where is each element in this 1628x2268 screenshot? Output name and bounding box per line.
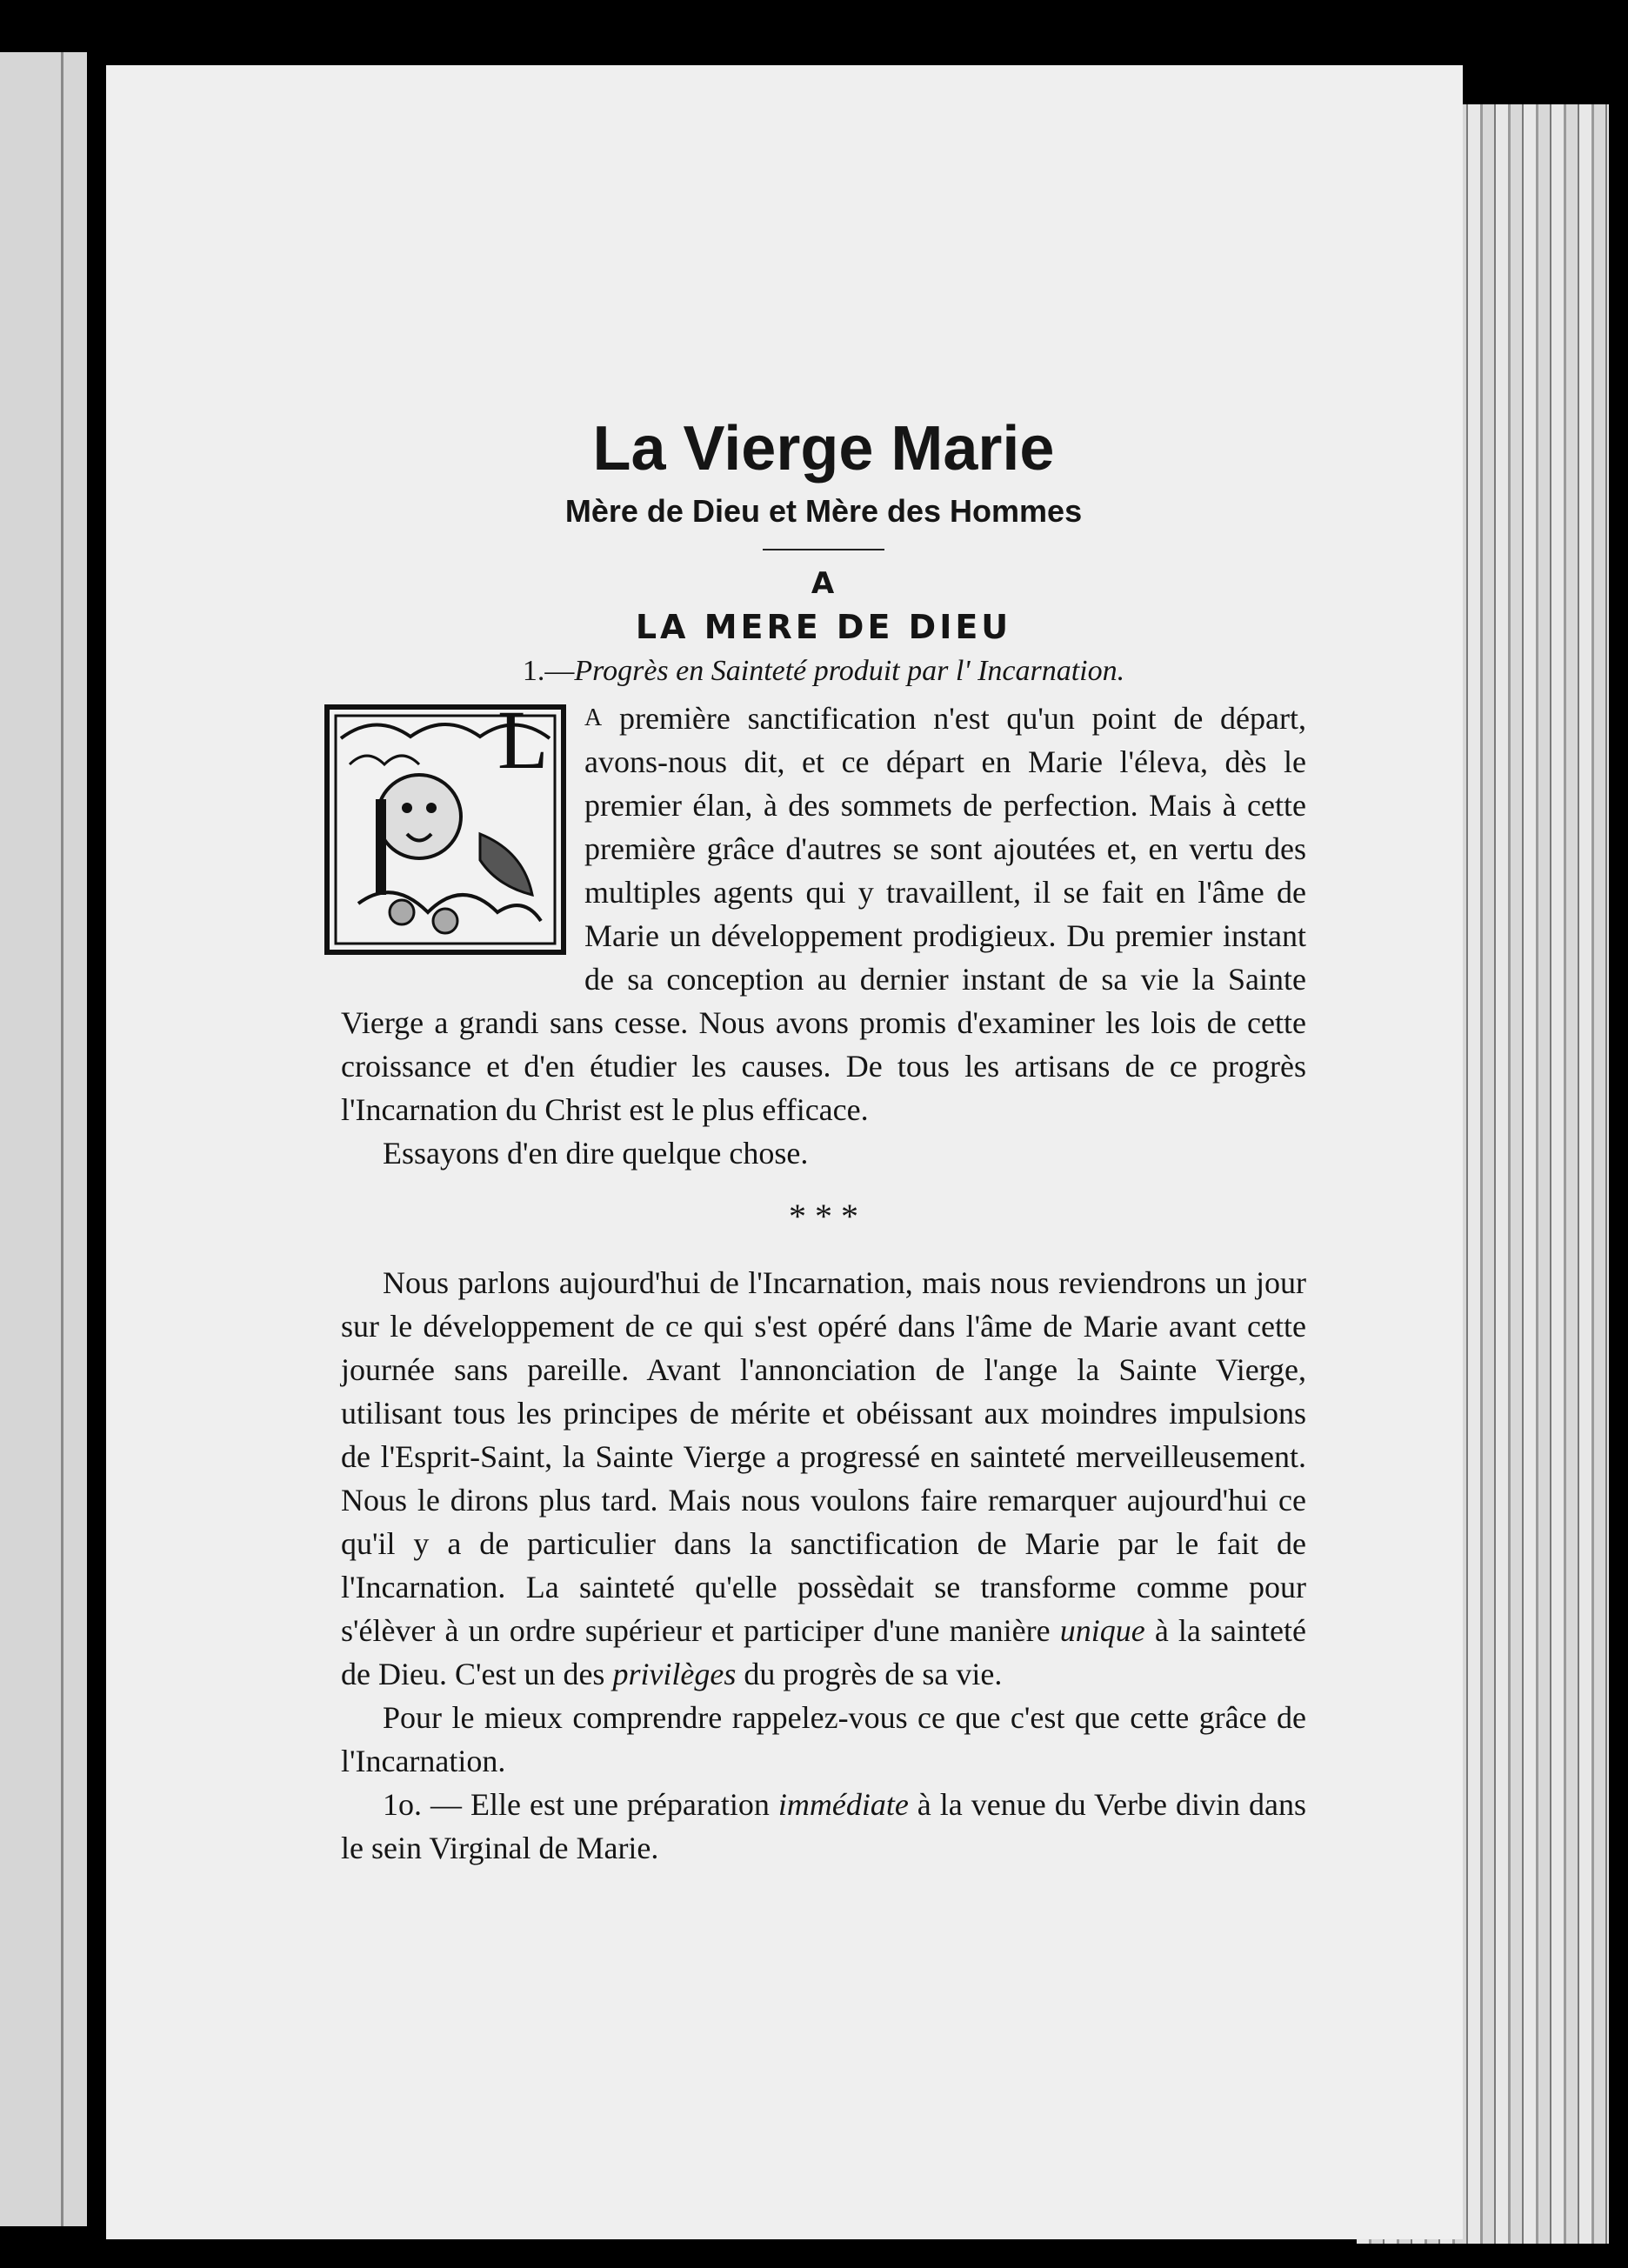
page-subtitle: Mère de Dieu et Mère des Hommes	[564, 493, 1083, 529]
book-page	[106, 65, 1463, 2239]
paragraph-5-text: 1o. — Elle est une préparation	[383, 1787, 778, 1822]
drop-cap-letter: L	[497, 693, 549, 786]
chapter-heading	[341, 655, 1306, 688]
section-title: LA MERE DE DIEU	[635, 608, 1012, 646]
page-title: La Vierge Marie	[592, 414, 1055, 484]
paragraph-4: Pour le mieux comprendre rappelez-vous ce que c'est que cette grâce de l'Incarnation.	[341, 1700, 1306, 1778]
section-letter: A	[811, 566, 837, 601]
paragraph-5-text-2: à la venue du Verbe divin dans le sein Virginal de Marie.	[341, 1787, 1306, 1865]
drop-cap-small-letter: A	[584, 704, 603, 731]
previous-page-edge	[0, 52, 87, 2226]
section-break-asterism: * * *	[789, 1197, 858, 1236]
paragraph-3	[341, 1261, 1306, 1696]
paragraph-3-text: Nous parlons aujourd'hui de l'Incarnation, mais nous reviendrons un jour sur le développement de ce qui s'est opéré dans l'âme de Marie avant cette journée sans pareille. Avant l'annonciation de l'ange la Sainte Vierge, utilisant tous les principes de mérite et obéissant aux moindres impulsions de l'Esprit-Saint, la Sainte Vierge a progressé en sainteté merveilleusement. Nous le dirons plus tard. Mais nous voulons faire remarquer aujourd'hui ce qu'il y a de particulier dans la sanctification de Marie par le fait de l'Incarnation. La sainteté qu'elle possèdait se transforme comme pour s'élèver à un ordre supérieur et participer d'une manière	[341, 1265, 1306, 1648]
paragraph-2: Essayons d'en dire quelque chose.	[383, 1136, 809, 1171]
paragraph-3-text-3: du progrès de sa vie.	[736, 1657, 1003, 1691]
paragraph-3-text-2: à la sainteté de Dieu. C'est un des	[341, 1613, 1306, 1691]
emphasis-unique: unique	[1059, 1613, 1145, 1648]
title-divider	[763, 549, 884, 550]
page-content	[341, 413, 1306, 1870]
chapter-number: 1.—	[522, 655, 575, 687]
chapter-title: Progrès en Sainteté produit par l' Incarnation.	[574, 655, 1125, 687]
paragraph-1-text: première sanctification n'est qu'un point de départ, avons-nous dit, et ce départ en Marie l'éleva, dès le premier élan, à des sommets de perfection. Mais à cette première grâce d'autres se sont ajoutées et, en vertu des multiples agents qui y travaillent, il se fait en l'âme de Marie un développement prodigieux. Du premier instant de sa conception au dernier instant de sa vie la Sainte Vierge a grandi sans cesse. Nous avons promis d'examiner les lois de cette croissance et d'en étudier les causes. De tous les artisans de ce progrès l'Incarnation du Christ est le plus efficace.	[341, 701, 1306, 1127]
paragraph-5	[341, 1783, 1306, 1870]
ornamental-drop-cap	[324, 693, 567, 956]
emphasis-privileges: privilèges	[612, 1657, 737, 1691]
page-fold-line	[61, 52, 63, 2226]
emphasis-immediate: immédiate	[777, 1787, 909, 1822]
